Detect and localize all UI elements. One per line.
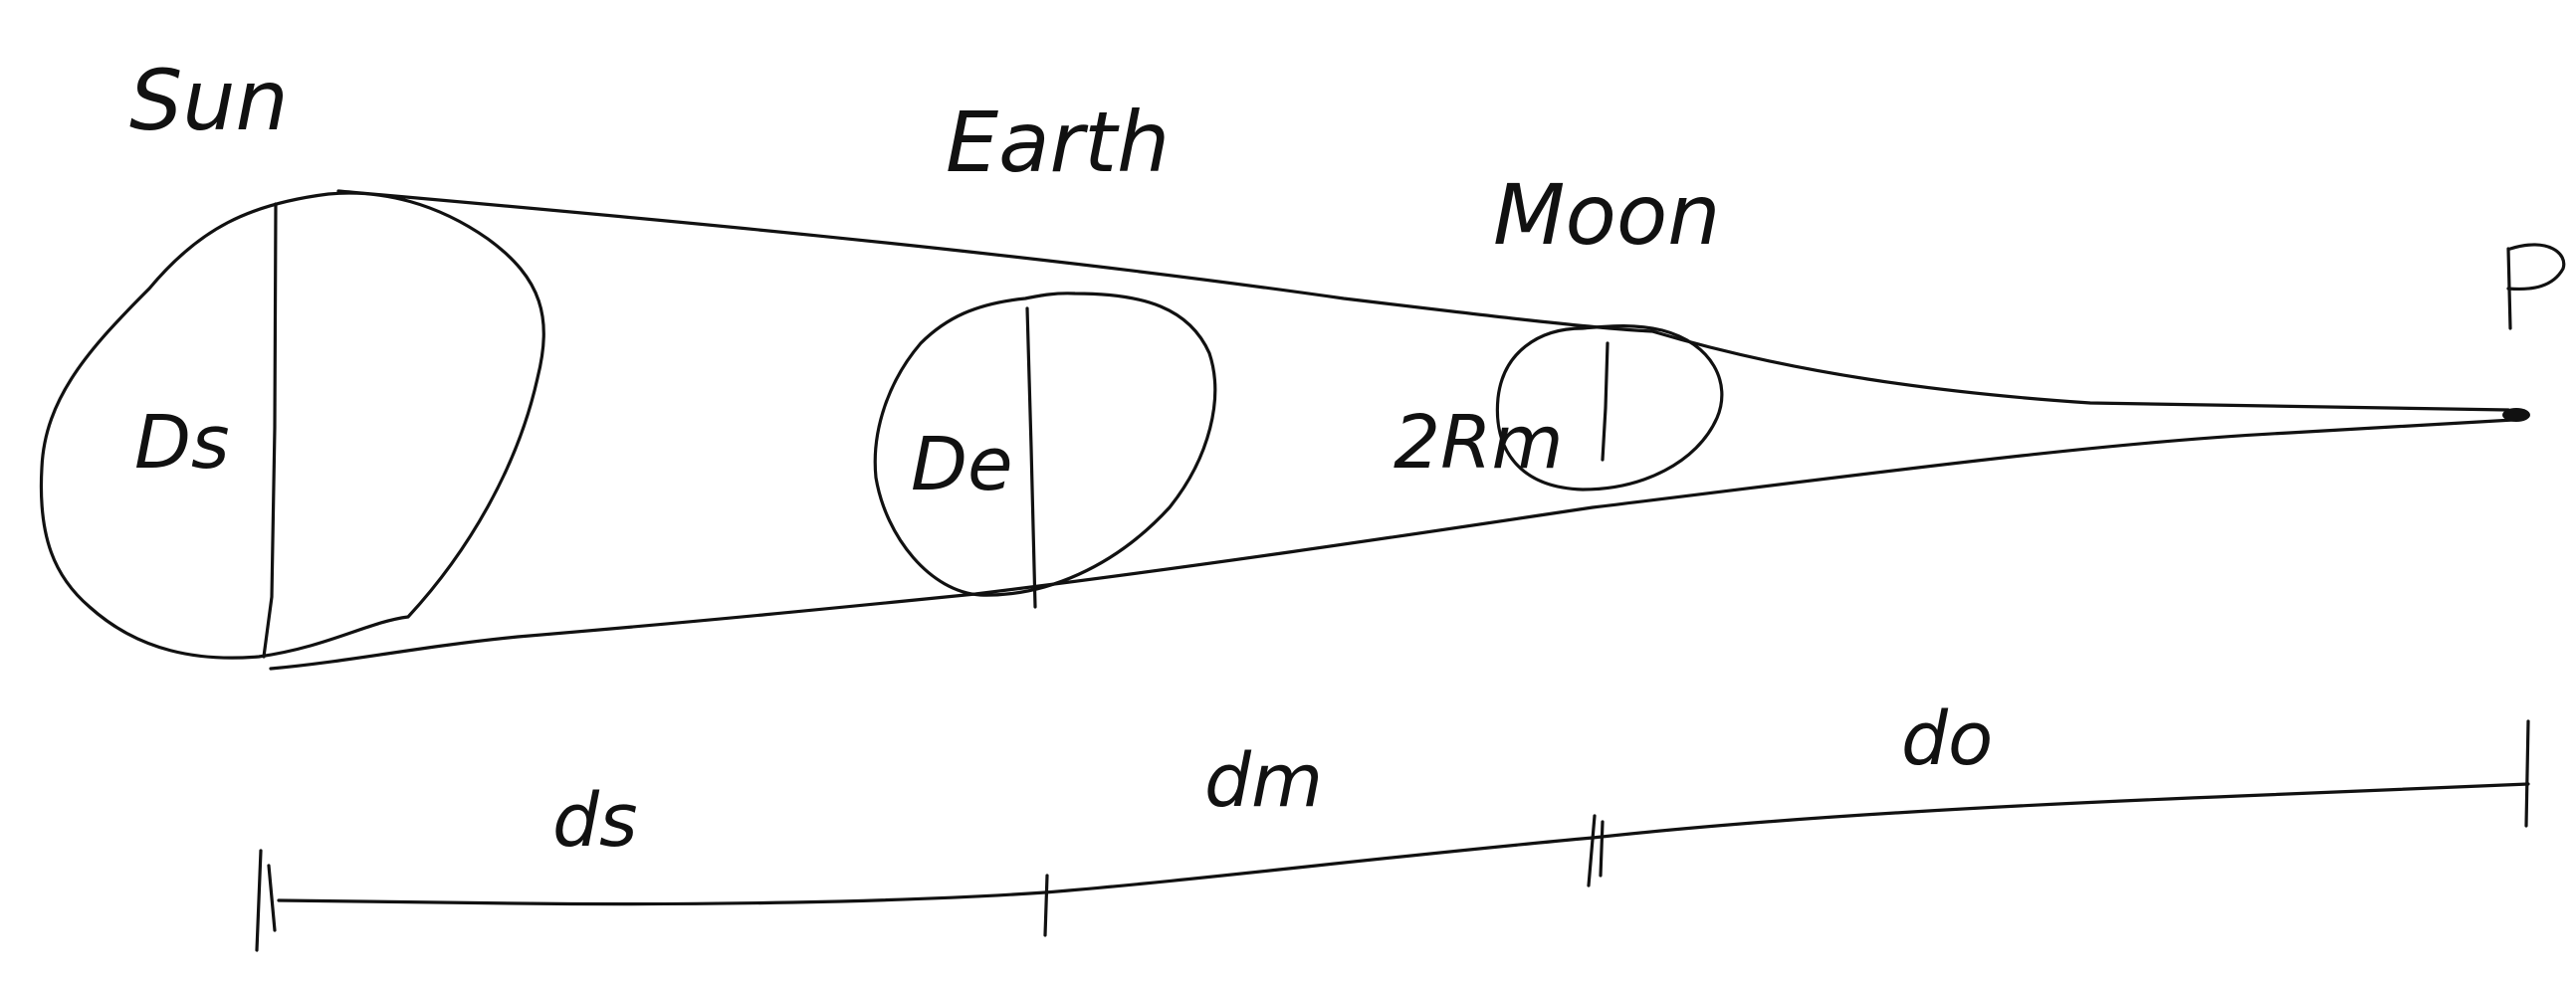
sun-circle	[41, 193, 543, 658]
lower-tangent-line	[271, 420, 2513, 669]
distance-dm-label: dm	[1204, 738, 1324, 824]
sun-diameter-line	[264, 204, 276, 657]
tick-sun	[257, 851, 275, 950]
point-p-label	[2508, 245, 2564, 328]
tick-moon	[1589, 816, 1603, 886]
sun-label: Sun	[129, 52, 289, 149]
tick-point	[2526, 721, 2528, 826]
earth-diameter-label: De	[911, 422, 1013, 507]
distance-do-label: do	[1901, 696, 1994, 782]
point-p-marker	[2502, 408, 2530, 422]
moon-radius-label: 2Rm	[1394, 400, 1564, 486]
moon-radius-line	[1603, 343, 1608, 460]
earth-label: Earth	[946, 94, 1171, 191]
upper-tangent-line	[338, 191, 2508, 410]
moon-label: Moon	[1493, 166, 1721, 264]
tick-earth	[1045, 876, 1047, 935]
sun-diameter-label: Ds	[134, 400, 230, 486]
distance-ds-label: ds	[552, 778, 638, 864]
earth-diameter-line	[1027, 308, 1035, 607]
